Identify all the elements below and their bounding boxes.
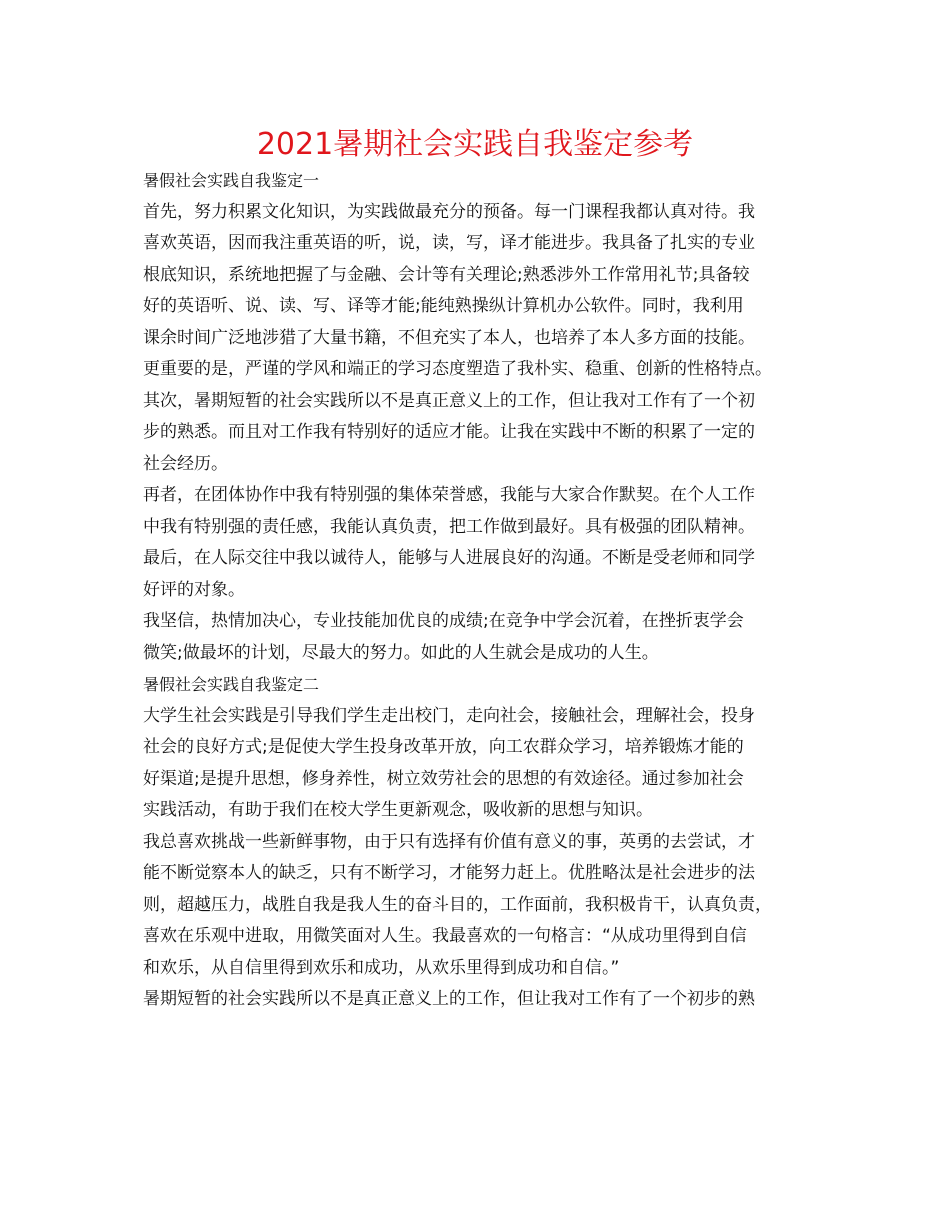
paragraph-line: 首先，努力积累文化知识，为实践做最充分的预备。每一门课程我都认真对待。我 <box>143 201 755 222</box>
document-body <box>143 165 815 1016</box>
paragraph-line: 好评的对象。 <box>143 579 245 600</box>
paragraph-line: 喜欢在乐观中进取，用微笑面对人生。我最喜欢的一句格言：“从成功里得到自信 <box>143 926 747 946</box>
paragraph-line: 好的英语听、说、读、写、译等才能;能纯熟操纵计算机办公软件。同时，我利用 <box>143 296 744 316</box>
paragraph-line: 我总喜欢挑战一些新鲜事物，由于只有选择有价值有意义的事，英勇的去尝试，才 <box>143 831 755 852</box>
paragraph-line: 步的熟悉。而且对工作我有特别好的适应才能。让我在实践中不断的积累了一定的 <box>143 422 755 442</box>
paragraph-line: 再者，在团体协作中我有特别强的集体荣誉感，我能与大家合作默契。在个人工作 <box>143 485 755 505</box>
section-heading-1: 暑假社会实践自我鉴定一 <box>143 171 320 190</box>
section-heading-2: 暑假社会实践自我鉴定二 <box>143 675 320 694</box>
paragraph-line: 暑期短暂的社会实践所以不是真正意义上的工作，但让我对工作有了一个初步的熟 <box>143 989 755 1009</box>
paragraph-line: 实践活动，有助于我们在校大学生更新观念，吸收新的思想与知识。 <box>143 800 653 820</box>
paragraph-line: 社会经历。 <box>143 453 228 474</box>
paragraph-line: 我坚信，热情加决心，专业技能加优良的成绩;在竞争中学会沉着，在挫折衷学会 <box>143 611 744 631</box>
paragraph-line: 中我有特别强的责任感，我能认真负责，把工作做到最好。具有极强的团队精神。 <box>143 516 755 537</box>
paragraph-line: 能不断觉察本人的缺乏，只有不断学习，才能努力赶上。优胜略汰是社会进步的法 <box>143 863 755 883</box>
paragraph-line: 和欢乐，从自信里得到欢乐和成功，从欢乐里得到成功和自信。” <box>143 957 620 978</box>
paragraph-line: 根底知识，系统地把握了与金融、会计等有关理论;熟悉涉外工作常用礼节;具备较 <box>143 264 750 285</box>
paragraph-line: 大学生社会实践是引导我们学生走出校门，走向社会，接触社会，理解社会，投身 <box>143 705 755 726</box>
paragraph-line: 更重要的是，严谨的学风和端正的学习态度塑造了我朴实、稳重、创新的性格特点。 <box>143 359 772 379</box>
paragraph-line: 好渠道;是提升思想，修身养性，树立效劳社会的思想的有效途径。通过参加社会 <box>143 768 744 789</box>
document-title: 2021暑期社会实践自我鉴定参考 <box>256 127 694 162</box>
paragraph-line: 喜欢英语，因而我注重英语的听，说，读，写，译才能进步。我具备了扎实的专业 <box>143 233 755 253</box>
paragraph-line: 最后，在人际交往中我以诚待人，能够与人进展良好的沟通。不断是受老师和同学 <box>143 548 755 568</box>
paragraph-line: 社会的良好方式;是促使大学生投身改革开放，向工农群众学习，培养锻炼才能的 <box>143 737 744 757</box>
paragraph-line: 微笑;做最坏的计划，尽最大的努力。如此的人生就会是成功的人生。 <box>143 642 659 663</box>
paragraph-line: 课余时间广泛地涉猎了大量书籍，不但充实了本人，也培养了本人多方面的技能。 <box>143 327 755 348</box>
paragraph-line: 则，超越压力，战胜自我是我人生的奋斗目的，工作面前，我积极肯干，认真负责， <box>143 894 772 915</box>
paragraph-line: 其次，暑期短暂的社会实践所以不是真正意义上的工作，但让我对工作有了一个初 <box>143 390 755 411</box>
